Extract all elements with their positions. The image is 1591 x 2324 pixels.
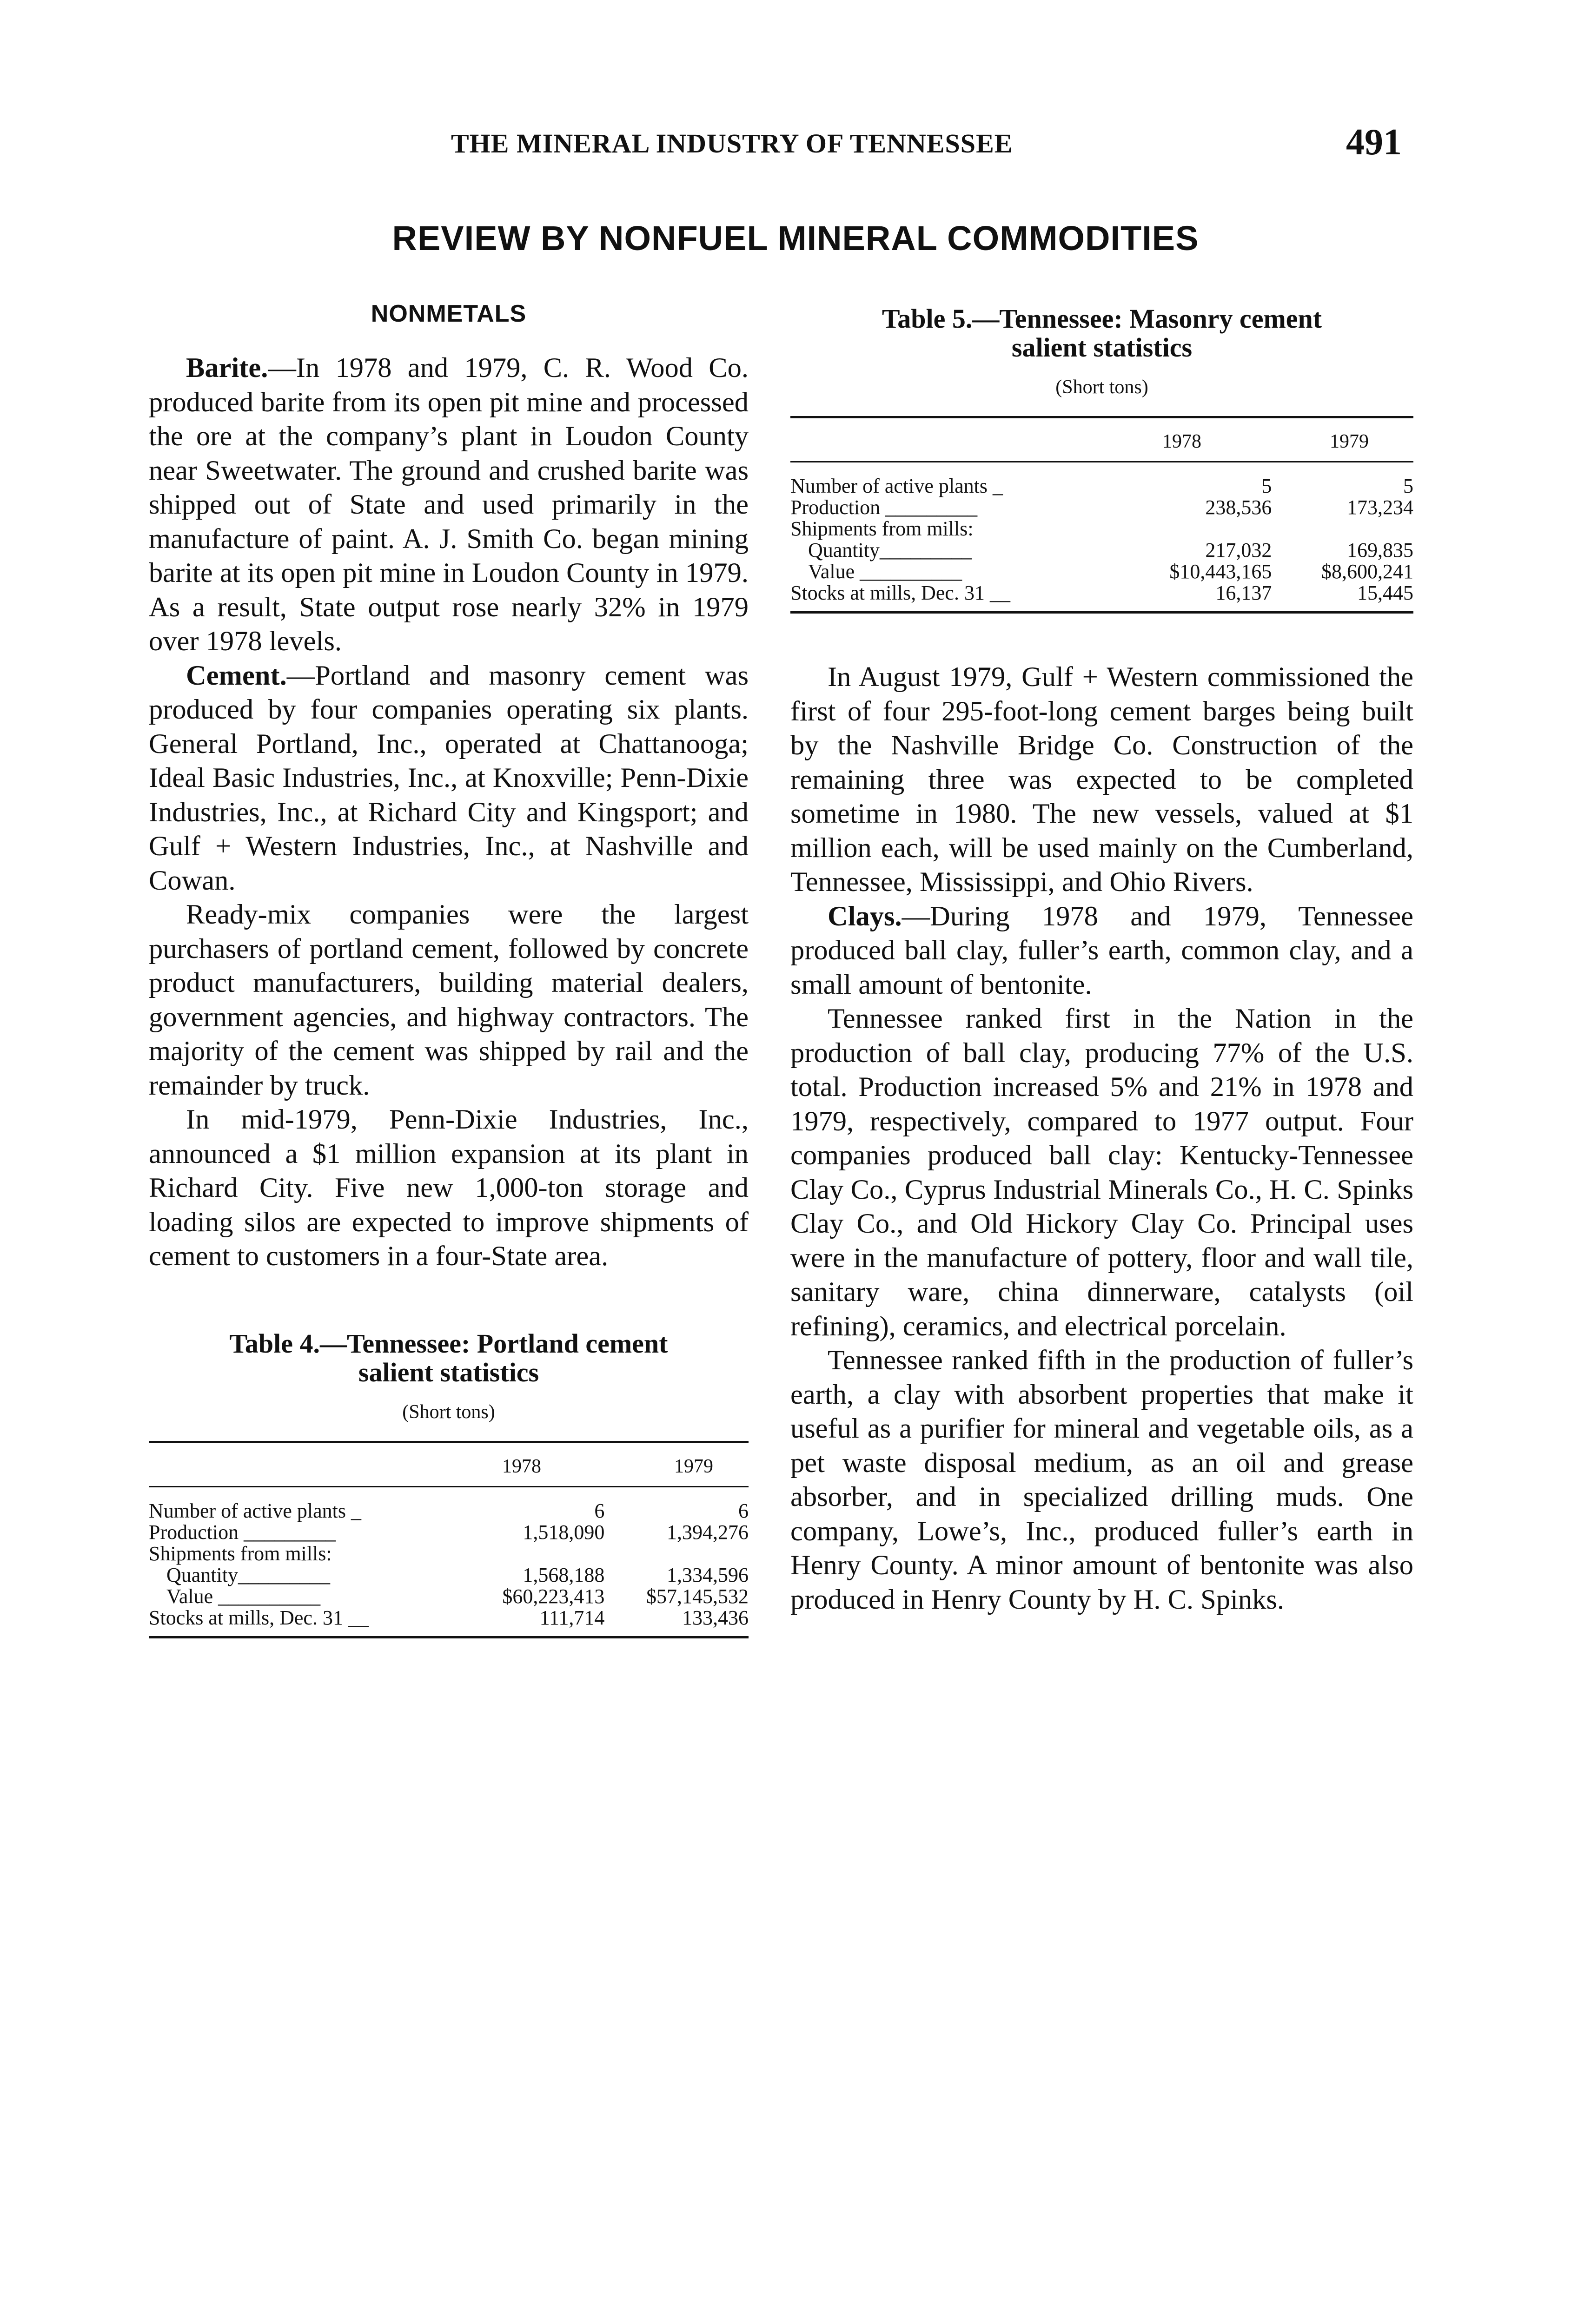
row-label: Stocks at mills, Dec. 31 __ bbox=[149, 1606, 369, 1629]
value-1978 bbox=[1114, 518, 1272, 540]
value-1979: 1,334,596 bbox=[667, 1563, 749, 1586]
table-rule bbox=[149, 1486, 749, 1487]
paragraph-fullers-earth bbox=[790, 1343, 1413, 1617]
table-units: (Short tons) bbox=[1055, 376, 1148, 398]
table-row bbox=[790, 518, 1413, 540]
row-label: Quantity_________ bbox=[808, 539, 972, 561]
value-1978: 6 bbox=[594, 1499, 605, 1522]
value-1979: 15,445 bbox=[1357, 581, 1413, 604]
value-1978: $10,443,165 bbox=[1169, 560, 1272, 583]
paragraph-text: —In 1978 and 1979, C. R. Wood Co. produced barite from its open pit mine and processed the ore at the company’s plant in Loudon County near Sweetwater. The ground and crushed barite was shipped out of State and used primarily in the manufacture of paint. A. J. Smith Co. began mining barite at its open pit mine in Loudon County in 1979. As a result, State output rose nearly 32% in 1979 over 1978 levels. bbox=[149, 352, 749, 657]
running-title: THE MINERAL INDUSTRY OF TENNESSEE bbox=[451, 128, 1013, 158]
paragraph-text: Ready-mix companies were the largest purchasers of portland cement, followed by concrete product manufacturers, building material dealers, government agencies, and highway contractors. The majority of the cement was shipped by rail and the remainder by truck. bbox=[149, 899, 749, 1101]
left-column bbox=[149, 300, 749, 1638]
table-header bbox=[790, 418, 1413, 461]
row-label: Shipments from mills: bbox=[790, 517, 974, 540]
paragraph-lead: Barite. bbox=[186, 352, 268, 383]
row-label: Production _________ bbox=[149, 1520, 336, 1544]
paragraph-text: Tennessee ranked fifth in the production of fuller’s earth, a clay with absorbent properties that make it useful as a purifier for mineral and vegetable oils, as a pet waste disposal medium, as an oil and grease absorber, and in specialized drilling muds. One company, Lowe’s, Inc., produced fuller’s earth in Henry County. A minor amount of bentonite was also produced in Henry County by H. C. Spinks. bbox=[790, 1345, 1413, 1615]
paragraph-text: In mid-1979, Penn-Dixie Industries, Inc., announced a $1 million expansion at its plant in Richard City. Five new 1,000-ton storage and loading silos are expected to improve shipments of cement to customers in a four-State area. bbox=[149, 1104, 749, 1272]
paragraph-penn-dixie bbox=[149, 1103, 749, 1274]
table-title-line: salient statistics bbox=[358, 1357, 539, 1387]
table-row bbox=[790, 582, 1413, 604]
row-label: Stocks at mills, Dec. 31 __ bbox=[790, 581, 1010, 604]
paragraph-text: In August 1979, Gulf + Western commissioned the first of four 295-foot-long cement barges being built by the Nashville Bridge Co. Construction of the remaining three was expected to be completed sometime in 1980. The new vessels, valued at $1 million each, will be used mainly on the Cumberland, Tennessee, Mississippi, and Ohio Rivers. bbox=[790, 661, 1413, 898]
row-label: Value __________ bbox=[808, 560, 962, 583]
table-row bbox=[790, 540, 1413, 561]
table-body bbox=[149, 1500, 749, 1629]
table-row bbox=[790, 497, 1413, 518]
value-1979: $57,145,532 bbox=[646, 1585, 749, 1608]
table-row bbox=[790, 561, 1413, 582]
paragraph-clays bbox=[790, 899, 1413, 1002]
value-1979: 1,394,276 bbox=[667, 1520, 749, 1544]
value-1979 bbox=[1272, 518, 1413, 540]
paragraph-text: Tennessee ranked first in the Nation in the production of ball clay, producing 77% of the U.S. total. Production increased 5% and 21% in 1978 and 1979, respectively, compared to 1977 output. Four companies produced ball clay: Kentucky-Tennessee Clay Co., Cyprus Industrial Minerals Co., H. C. Spinks Clay Co., and Old Hickory Clay Co. Principal uses were in the manufacture of pottery, floor and wall tile, sanitary ware, china dinnerware, catalysts (oil refining), ceramics, and electrical porcelain. bbox=[790, 1003, 1413, 1342]
paragraph-lead: Clays. bbox=[828, 900, 902, 932]
value-1978: 238,536 bbox=[1205, 496, 1272, 519]
table-row bbox=[149, 1543, 749, 1565]
table-4 bbox=[149, 1329, 749, 1638]
column-header-1979: 1979 bbox=[1330, 431, 1369, 452]
section-title: REVIEW BY NONFUEL MINERAL COMMODITIES bbox=[392, 219, 1199, 257]
value-1978: 217,032 bbox=[1205, 539, 1272, 561]
page-number: 491 bbox=[1346, 122, 1402, 163]
value-1979: $8,600,241 bbox=[1321, 560, 1413, 583]
right-column bbox=[790, 300, 1413, 1617]
table-body bbox=[790, 475, 1413, 604]
table-row bbox=[790, 475, 1413, 497]
table-title-line: Table 5.—Tennessee: Masonry cement bbox=[882, 304, 1322, 334]
value-1978: $60,223,413 bbox=[502, 1585, 605, 1608]
value-1979: 6 bbox=[738, 1499, 749, 1522]
row-label: Number of active plants _ bbox=[149, 1499, 361, 1522]
table-units: (Short tons) bbox=[402, 1401, 495, 1423]
table-title-line: salient statistics bbox=[1011, 332, 1193, 363]
table-title bbox=[149, 1329, 749, 1387]
row-label: Production _________ bbox=[790, 496, 978, 519]
column-header-1978: 1978 bbox=[1162, 431, 1201, 452]
table-title-line: Table 4.—Tennessee: Portland cement bbox=[229, 1328, 668, 1359]
value-1978: 1,518,090 bbox=[523, 1520, 605, 1544]
paragraph-cement bbox=[149, 659, 749, 898]
value-1979: 5 bbox=[1403, 475, 1413, 497]
paragraph-ball-clay bbox=[790, 1002, 1413, 1343]
value-1978: 16,137 bbox=[1215, 581, 1272, 604]
paragraph-text: —Portland and masonry cement was produced by four companies operating six plants. General Portland, Inc., operated at Chattanooga; Ideal Basic Industries, Inc., at Knoxville; Penn-Dixie Industries, Inc., at Richard City and Kingsport; and Gulf + Western Industries, Inc., at Nashville and Cowan. bbox=[149, 660, 749, 896]
table-row bbox=[149, 1586, 749, 1607]
paragraph-text: —During 1978 and 1979, Tennessee produced ball clay, fuller’s earth, common clay, and a small amount of bentonite. bbox=[790, 900, 1413, 1000]
paragraph-ready-mix bbox=[149, 898, 749, 1103]
paragraph-lead: Cement. bbox=[186, 660, 287, 691]
table-title bbox=[790, 304, 1413, 362]
value-1979: 173,234 bbox=[1347, 496, 1413, 519]
table-5 bbox=[790, 304, 1413, 614]
row-label: Shipments from mills: bbox=[149, 1542, 332, 1565]
value-1979: 169,835 bbox=[1347, 539, 1413, 561]
table-row bbox=[149, 1607, 749, 1629]
paragraph-barite bbox=[149, 351, 749, 659]
table-header bbox=[149, 1443, 749, 1486]
table-rule bbox=[790, 461, 1413, 462]
value-1979 bbox=[604, 1543, 749, 1565]
row-label: Number of active plants _ bbox=[790, 475, 1003, 497]
value-1979: 133,436 bbox=[682, 1606, 749, 1629]
table-row bbox=[149, 1500, 749, 1522]
page-header bbox=[0, 122, 1591, 170]
row-label: Quantity_________ bbox=[166, 1563, 330, 1586]
value-1978: 111,714 bbox=[539, 1606, 605, 1629]
column-header-1978: 1978 bbox=[502, 1455, 541, 1477]
row-label: Value __________ bbox=[166, 1585, 321, 1608]
value-1978 bbox=[461, 1543, 605, 1565]
value-1978: 5 bbox=[1261, 475, 1272, 497]
column-header-1979: 1979 bbox=[674, 1455, 713, 1477]
table-rule bbox=[149, 1636, 749, 1638]
paragraph-barges bbox=[790, 660, 1413, 899]
value-1978: 1,568,188 bbox=[523, 1563, 605, 1586]
table-rule bbox=[790, 611, 1413, 614]
table-row bbox=[149, 1522, 749, 1543]
table-row bbox=[149, 1565, 749, 1586]
subsection-heading: NONMETALS bbox=[371, 300, 527, 327]
